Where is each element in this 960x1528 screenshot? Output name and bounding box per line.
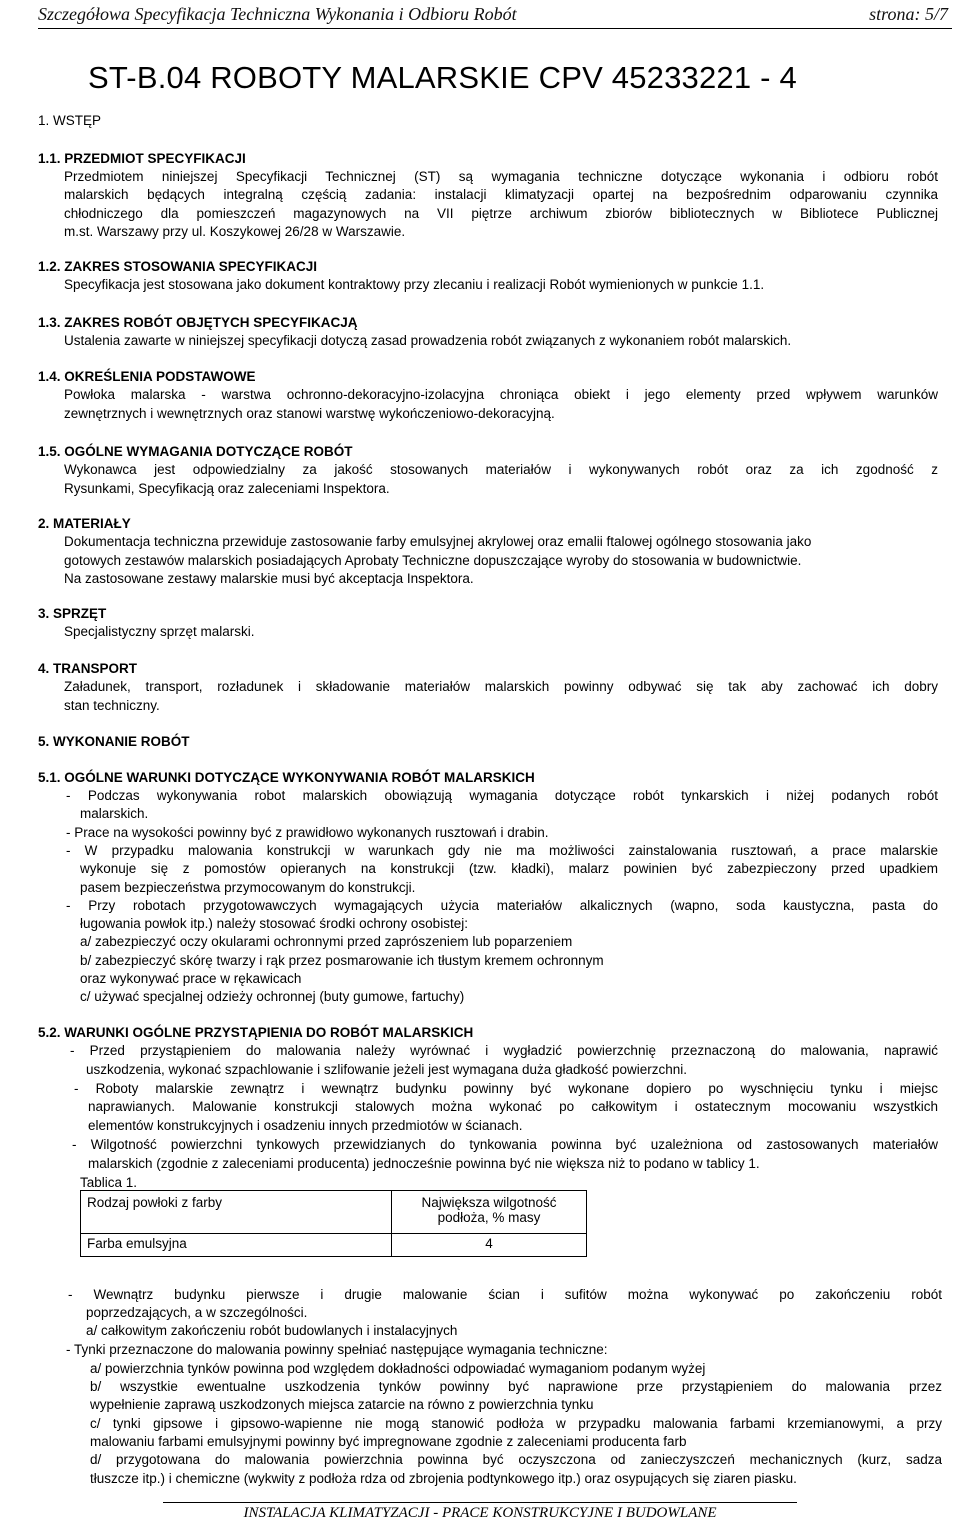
table-cell: Farba emulsyjna bbox=[81, 1234, 392, 1257]
section-heading: 1.3. ZAKRES ROBÓT OBJĘTYCH SPECYFIKACJĄ bbox=[38, 315, 358, 330]
header-doc-title: Szczegółowa Specyfikacja Techniczna Wykonania i Odbioru Robót bbox=[38, 4, 517, 24]
text-line: - Przed przystąpieniem do malowania należy wyrównać i wygładzić powierzchnię przeznaczoną do malowania, naprawić bbox=[70, 1043, 938, 1058]
text-line: poprzedzających, a w szczególności. bbox=[86, 1305, 308, 1320]
text-line: a/ powierzchnia tynków powinna pod względem dokładności odpowiadać wymaganiom podanym wyżej bbox=[90, 1361, 706, 1376]
text-line: gotowych zestawów malarskich posiadających Aprobaty Techniczne dopuszczające wyroby do stosowania w budownictwie. bbox=[64, 552, 802, 568]
text-line: - W przypadku malowania konstrukcji w warunkach gdy nie ma możliwości zainstalowania rusztowań, a prace malarskie bbox=[66, 842, 938, 858]
text-line: naprawianych. Malowanie konstrukcji stalowych można wykonać po całkowitym i ostatecznym mocowaniu wszystkich bbox=[88, 1099, 938, 1115]
table-header-cell: Rodzaj powłoki z farby bbox=[81, 1191, 392, 1234]
text-line: - Prace na wysokości powinny być z prawidłowo wykonanych rusztowań i drabin. bbox=[66, 824, 549, 840]
section-heading: 2. MATERIAŁY bbox=[38, 516, 131, 531]
section-heading: 1.1. PRZEDMIOT SPECYFIKACJI bbox=[38, 151, 246, 166]
text-line: malarskich. bbox=[80, 806, 149, 822]
text-line: tłuszcze itp.) i chemiczne (wykwity z podłoża rdza od zbrojenia podtynkowego itp.) oraz osypujących się ziaren piasku. bbox=[90, 1471, 797, 1486]
section-heading: 1.2. ZAKRES STOSOWANIA SPECYFIKACJI bbox=[38, 259, 318, 274]
text-line: c/ używać specjalnej odzieży ochronnej (buty gumowe, fartuchy) bbox=[80, 989, 465, 1005]
text-line: Specyfikacja jest stosowana jako dokument kontraktowy przy zlecaniu i realizacji Robót wymienionych w punkcie 1.1. bbox=[64, 277, 765, 292]
text-line: malarskich (zgodnie z zaleceniami producenta) jednocześnie powinna być nie większa niż to podano w tablicy 1. bbox=[88, 1155, 760, 1171]
text-line: malowaniu farbami emulsyjnymi powinny być impregnowane zgodnie z zaleceniami producenta farb bbox=[90, 1434, 687, 1449]
text-line: - Wilgotność powierzchni tynkowych przewidzianych do tynkowania powinna być uzależniona od zastosowanych materiałów bbox=[72, 1137, 938, 1152]
text-line: b/ zabezpieczyć skórę twarzy i rąk przez posmarowanie ich tłustym kremem ochronnym bbox=[80, 952, 604, 968]
text-line: Rysunkami, Specyfikacją oraz zaleceniami Inspektora. bbox=[64, 481, 390, 496]
section-heading: 3. SPRZĘT bbox=[38, 606, 107, 621]
table-header-line: Największa wilgotność bbox=[421, 1195, 557, 1210]
text-line: - Wewnątrz budynku pierwsze i drugie malowanie ścian i sufitów można wykonywać po zakończeniu robót bbox=[68, 1287, 942, 1302]
header-page-number: strona: 5/7 bbox=[869, 4, 948, 24]
text-line: uszkodzenia, wykonać szpachlowanie i szlifowanie jeżeli jest wymagana duża gładkość powierzchni. bbox=[86, 1061, 688, 1077]
text-line: wykonuje się z pomostów opieranych na konstrukcji (tzw. kładki), malarz powinien być zabezpieczony przed upadkiem bbox=[80, 861, 938, 877]
text-line: pasem bezpieczeństwa przymocowanym do konstrukcji. bbox=[80, 879, 416, 895]
footer-text: INSTALACJA KLIMATYZACJI - PRACE KONSTRUKCYJNE I BUDOWLANE bbox=[163, 1502, 796, 1521]
section-heading: 5.1. OGÓLNE WARUNKI DOTYCZĄCE WYKONYWANIA ROBÓT MALARSKICH bbox=[38, 770, 535, 785]
section-heading: 1.5. OGÓLNE WYMAGANIA DOTYCZĄCE ROBÓT bbox=[38, 444, 353, 459]
text-line: Załadunek, transport, rozładunek i składowanie materiałów malarskich powinny odbywać się tak aby zachować ich dobry bbox=[64, 679, 938, 694]
section-heading: 5.2. WARUNKI OGÓLNE PRZYSTĄPIENIA DO ROBÓT MALARSKICH bbox=[38, 1025, 474, 1040]
page-footer bbox=[0, 1505, 960, 1522]
table-header-line: podłoża, % masy bbox=[437, 1210, 541, 1225]
text-line: Powłoka malarska - warstwa ochronno-dekoracyjno-izolacyjna chroniąca obiekt i jego elementy przed wpływem warunków bbox=[64, 387, 938, 402]
text-line: d/ przygotowana do malowania powierzchnia powinna być oczyszczona od zanieczyszczeń mechanicznych (kurz, sadza bbox=[90, 1452, 942, 1467]
text-line: a/ całkowitym zakończeniu robót budowlanych i instalacyjnych bbox=[86, 1323, 458, 1338]
text-line: - Podczas wykonywania robot malarskich obowiązują wymagania dotyczące robót tynkarskich i niżej podanych robót bbox=[66, 788, 938, 803]
text-line: ługowania powłok itp.) należy stosować środki ochrony osobistej: bbox=[80, 916, 468, 932]
section-heading: 1. WSTĘP bbox=[38, 113, 102, 128]
text-line: m.st. Warszawy przy ul. Koszykowej 26/28 w Warszawie. bbox=[64, 223, 406, 239]
text-line: Przedmiotem niniejszej Specyfikacji Technicznej (ST) są wymagania techniczne dotyczące wykonania i odbioru robót bbox=[64, 169, 938, 184]
text-line: chłodniczego dla pomieszczeń magazynowych na VII piętrze archiwum zbiorów bibliotecznych w Bibliotece Publicznej bbox=[64, 205, 938, 221]
section-heading: 4. TRANSPORT bbox=[38, 661, 138, 676]
text-line: Tablica 1. bbox=[80, 1174, 138, 1190]
text-line: oraz wykonywać prace w rękawicach bbox=[80, 971, 302, 986]
section-heading: 5. WYKONANIE ROBÓT bbox=[38, 734, 190, 749]
page-header bbox=[38, 2, 952, 29]
table-cell: 4 bbox=[392, 1234, 587, 1257]
text-line: elementów konstrukcyjnych i osadzeniu innych przedmiotów w ścianach. bbox=[88, 1118, 523, 1134]
moisture-table bbox=[80, 1190, 587, 1257]
text-line: malarskich będących integralną częścią zadania: instalacji klimatyzacji opartej na bezpośrednim odparowaniu czynnika bbox=[64, 187, 938, 203]
text-line: Ustalenia zawarte w niniejszej specyfikacji dotyczą zasad prowadzenia robót związanych z wykonaniem robót malarskich. bbox=[64, 333, 792, 348]
text-line: c/ tynki gipsowe i gipsowo-wapienne nie mogą stanowić podłoża w przypadku malowania farbami krzemianowymi, a przy bbox=[90, 1416, 942, 1431]
text-line: Wykonawca jest odpowiedzialny za jakość stosowanych materiałów i wykonywanych robót oraz za ich zgodność z bbox=[64, 462, 938, 477]
text-line: stan techniczny. bbox=[64, 697, 160, 713]
text-line: - Roboty malarskie zewnątrz i wewnątrz budynku powinny być wykonane dopiero po wyschnięciu tynku i miejsc bbox=[74, 1080, 938, 1096]
text-line: Dokumentacja techniczna przewiduje zastosowanie farby emulsyjnej akrylowej oraz emalii ftalowej ogólnego stosowania jako bbox=[64, 534, 812, 549]
text-line: wypełnienie zaprawą uszkodzonych miejsca zatarcie na równo z powierzchnia tynku bbox=[90, 1397, 594, 1412]
text-line: zewnętrznych i wewnętrznych oraz stanowi warstwę wykończeniowo-dekoracyjną. bbox=[64, 405, 555, 421]
document-title: ST-B.04 ROBOTY MALARSKIE CPV 45233221 - 4 bbox=[88, 60, 797, 95]
table-header-cell bbox=[392, 1191, 587, 1234]
text-line: b/ wszystkie ewentualne uszkodzenia tynków powinny być naprawione prze przystąpieniem do malowania przez bbox=[90, 1379, 942, 1394]
text-line: - Przy robotach przygotowawczych wymagających użycia materiałów alkalicznych (wapno, soda kaustyczna, pasta do bbox=[66, 897, 938, 913]
text-line: Specjalistyczny sprzęt malarski. bbox=[64, 624, 255, 639]
text-line: a/ zabezpieczyć oczy okularami ochronnymi przed zaprószeniem lub poparzeniem bbox=[80, 934, 573, 950]
text-line: Na zastosowane zestawy malarskie musi być akceptacja Inspektora. bbox=[64, 571, 474, 586]
section-heading: 1.4. OKREŚLENIA PODSTAWOWE bbox=[38, 369, 256, 384]
text-line: - Tynki przeznaczone do malowania powinny spełniać następujące wymagania techniczne: bbox=[66, 1342, 608, 1357]
